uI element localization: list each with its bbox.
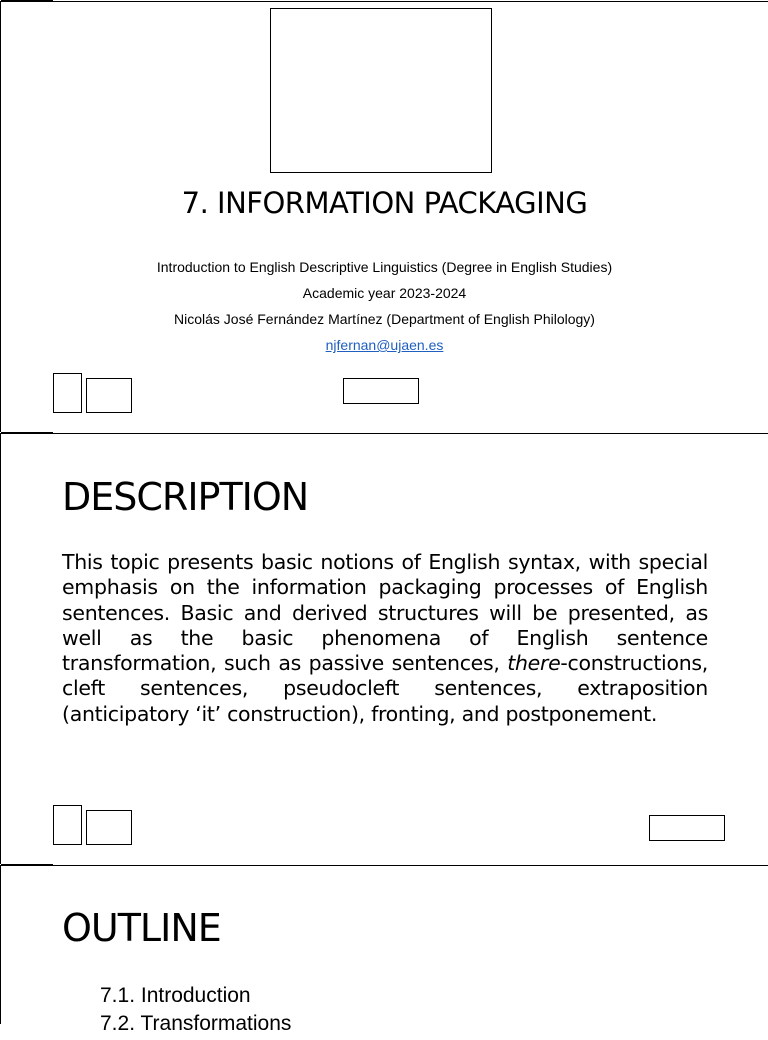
description-text: This topic presents basic notions of English syntax, with special emphasis on the information packaging processes of English sentences. Basic and derived structures will be presented, as well as the basic phenomena of English sentence transformation, such as passive sentences, there-constructions, cleft sentences, pseudocleft sentences, extraposition (anticipatory ‘it’ construction), fronting, and postponement. [62,550,708,726]
title-slide [0,1,768,432]
footer-badge-placeholder [343,378,419,404]
logo-placeholder [270,8,492,173]
slide-corner-mark [1,864,53,865]
footer-logo-placeholder [53,373,82,413]
outline-item: 7.1. Introduction [100,984,251,1007]
outline-list [100,984,291,1040]
footer-logo-placeholder [53,805,82,845]
outline-item: 7.2. Transformations [100,1012,292,1035]
outline-slide [0,865,768,1035]
slide-corner-mark [1,0,53,1]
footer-badge-placeholder [649,815,725,841]
slide-heading: OUTLINE [62,906,221,950]
footer-logo-placeholder [86,810,132,845]
academic-year: Academic year 2023-2024 [302,285,467,301]
slide-heading: DESCRIPTION [62,475,309,519]
slide-corner-mark [1,432,53,433]
author-email-link[interactable]: njfernan@ujaen.es [325,337,444,353]
course-name: Introduction to English Descriptive Linguistics (Degree in English Studies) [156,259,613,275]
author-name: Nicolás José Fernández Martínez (Department of English Philology) [174,311,595,327]
description-slide [0,433,768,864]
slide-title: 7. INFORMATION PACKAGING [181,186,588,220]
footer-logo-placeholder [86,378,132,413]
